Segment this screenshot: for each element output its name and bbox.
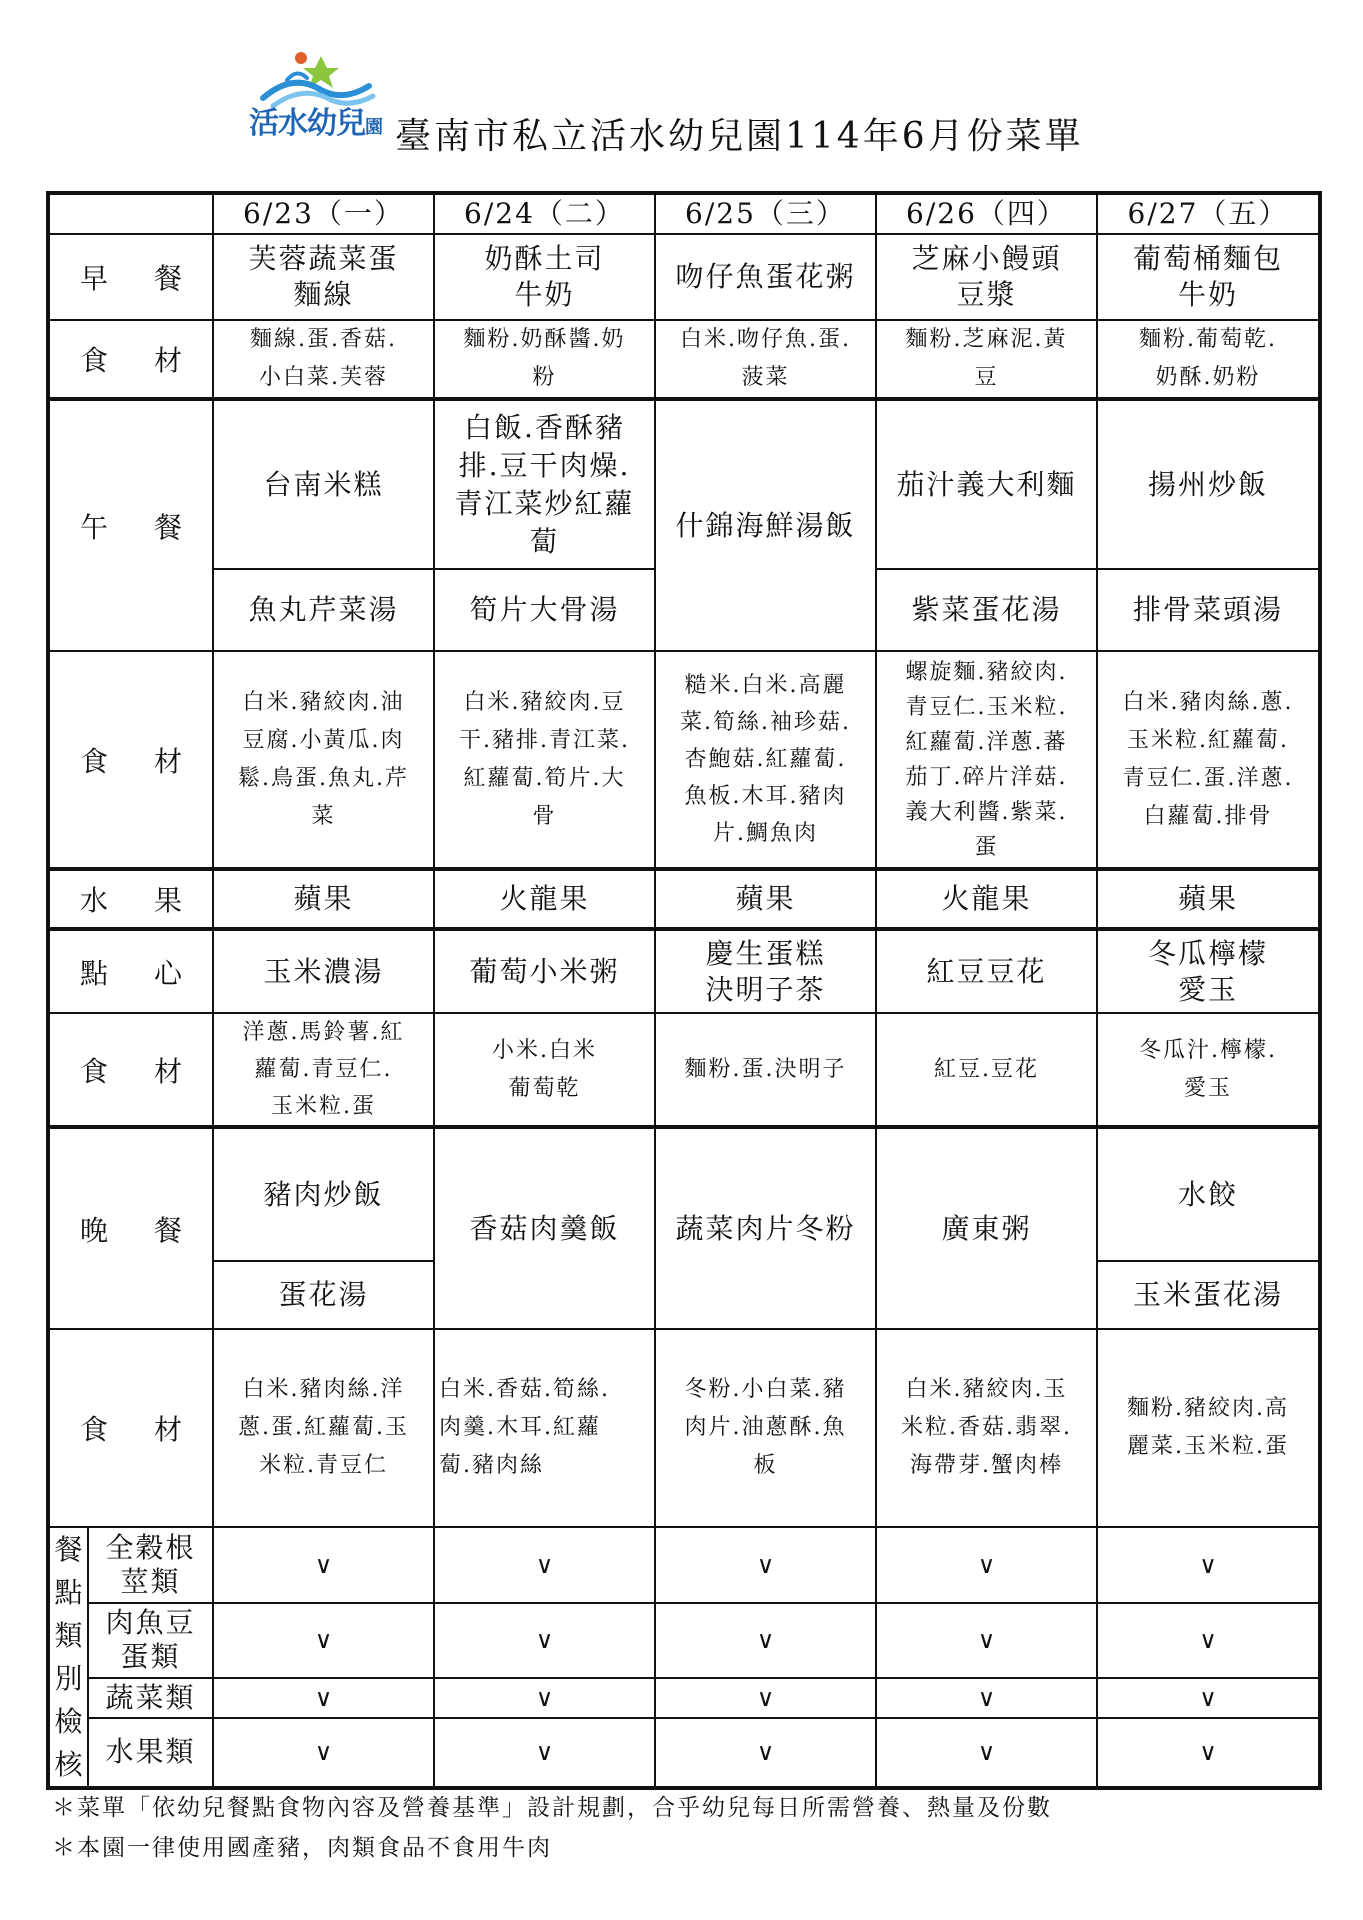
snack-ingredients: 麵粉.蛋.決明子: [655, 1013, 876, 1127]
check-mark: ∨: [655, 1678, 876, 1718]
footnote: ＊菜單「依幼兒餐點食物內容及營養基準」設計規劃，合乎幼兒每日所需營養、熱量及份數: [52, 1795, 1052, 1821]
breakfast-ingredients: 麵線.蛋.香菇. 小白菜.芙蓉: [213, 320, 434, 399]
dinner-ingredients-row: [48, 1329, 1320, 1527]
snack-item: 慶生蛋糕 決明子茶: [655, 929, 876, 1013]
label-lunch: 午 餐: [48, 399, 213, 651]
snack-item: 玉米濃湯: [213, 929, 434, 1013]
lunch-ingredients: 糙米.白米.高麗 菜.筍絲.袖珍菇. 杏鮑菇.紅蘿蔔. 魚板.木耳.豬肉 片.鯛魚肉: [655, 651, 876, 869]
check-mark: ∨: [876, 1718, 1097, 1788]
dinner-main: 香菇肉羹飯: [434, 1127, 655, 1329]
lunch-main: 台南米糕: [213, 399, 434, 569]
fruit-item: 蘋果: [655, 869, 876, 929]
corner-cell: [48, 193, 213, 234]
label-ingredients: 食 材: [48, 320, 213, 399]
dinner-main: 蔬菜肉片冬粉: [655, 1127, 876, 1329]
breakfast-dish: 芙蓉蔬菜蛋 麵線: [213, 234, 434, 320]
lunch-main: 白飯.香酥豬 排.豆干肉燥. 青江菜炒紅蘿 蔔: [434, 399, 655, 569]
lunch-ingredients-row: [48, 651, 1320, 869]
breakfast-ingredients-row: [48, 320, 1320, 399]
check-mark: ∨: [213, 1718, 434, 1788]
date-tue: 6/24（二）: [434, 193, 655, 234]
logo-text: 活水幼兒園: [249, 106, 382, 141]
fruit-item: 蘋果: [1097, 869, 1320, 929]
check-mark: ∨: [213, 1603, 434, 1677]
label-dinner: 晚 餐: [48, 1127, 213, 1329]
snack-item: 紅豆豆花: [876, 929, 1097, 1013]
dinner-main: 廣東粥: [876, 1127, 1097, 1329]
check-mark: ∨: [213, 1527, 434, 1603]
check-mark: ∨: [876, 1527, 1097, 1603]
lunch-ingredients: 白米.豬絞肉.油 豆腐.小黃瓜.肉 鬆.鳥蛋.魚丸.芹 菜: [213, 651, 434, 869]
dinner-ingredients: 白米.香菇.筍絲. 肉羹.木耳.紅蘿 蔔.豬肉絲: [434, 1329, 655, 1527]
dinner-main-row: [48, 1127, 1320, 1261]
check-mark: ∨: [434, 1678, 655, 1718]
weekly-menu-table: [46, 191, 1322, 1790]
lunch-main: 茄汁義大利麵: [876, 399, 1097, 569]
breakfast-dish: 吻仔魚蛋花粥: [655, 234, 876, 320]
snack-ingredients: 紅豆.豆花: [876, 1013, 1097, 1127]
snack-item: 冬瓜檸檬 愛玉: [1097, 929, 1320, 1013]
lunch-soup: 魚丸芹菜湯: [213, 569, 434, 651]
check-category: 肉魚豆蛋類: [88, 1603, 213, 1677]
label-ingredients: 食 材: [48, 1013, 213, 1127]
school-logo: [243, 50, 383, 145]
dinner-ingredients: 麵粉.豬絞肉.高 麗菜.玉米粒.蛋: [1097, 1329, 1320, 1527]
check-mark: ∨: [434, 1718, 655, 1788]
dinner-main: 水餃: [1097, 1127, 1320, 1261]
check-row: [48, 1678, 1320, 1718]
snack-ingredients: 洋蔥.馬鈴薯.紅 蘿蔔.青豆仁. 玉米粒.蛋: [213, 1013, 434, 1127]
snack-ingredients: 冬瓜汁.檸檬. 愛玉: [1097, 1013, 1320, 1127]
page-title: 臺南市私立活水幼兒園114年6月份菜單: [395, 116, 1084, 157]
check-mark: ∨: [434, 1603, 655, 1677]
lunch-soup: 排骨菜頭湯: [1097, 569, 1320, 651]
lunch-ingredients: 螺旋麵.豬絞肉. 青豆仁.玉米粒. 紅蘿蔔.洋蔥.蕃 茄丁.碎片洋菇. 義大利醬.紫菜. 蛋: [876, 651, 1097, 869]
check-mark: ∨: [655, 1718, 876, 1788]
label-fruit: 水 果: [48, 869, 213, 929]
dinner-ingredients: 冬粉.小白菜.豬 肉片.油蔥酥.魚 板: [655, 1329, 876, 1527]
breakfast-dish: 奶酥土司 牛奶: [434, 234, 655, 320]
check-row: [48, 1718, 1320, 1788]
breakfast-dish: 芝麻小饅頭 豆漿: [876, 234, 1097, 320]
dinner-main: 豬肉炒飯: [213, 1127, 434, 1261]
check-category: 蔬菜類: [88, 1678, 213, 1718]
label-snack: 點 心: [48, 929, 213, 1013]
breakfast-ingredients: 麵粉.芝麻泥.黃 豆: [876, 320, 1097, 399]
check-mark: ∨: [876, 1603, 1097, 1677]
snack-ingredients-row: [48, 1013, 1320, 1127]
fruit-item: 火龍果: [434, 869, 655, 929]
fruit-item: 蘋果: [213, 869, 434, 929]
breakfast-row: [48, 234, 1320, 320]
label-breakfast: 早 餐: [48, 234, 213, 320]
date-mon: 6/23（一）: [213, 193, 434, 234]
breakfast-ingredients: 麵粉.奶酥醬.奶 粉: [434, 320, 655, 399]
check-row: [48, 1527, 1320, 1603]
label-ingredients: 食 材: [48, 1329, 213, 1527]
dinner-soup: 玉米蛋花湯: [1097, 1261, 1320, 1329]
footnotes: [52, 1788, 1052, 1868]
check-mark: ∨: [655, 1603, 876, 1677]
breakfast-dish: 葡萄桶麵包 牛奶: [1097, 234, 1320, 320]
check-category: 全穀根莖類: [88, 1527, 213, 1603]
footnote: ＊本園一律使用國產豬，肉類食品不食用牛肉: [52, 1835, 552, 1861]
check-mark: ∨: [1097, 1527, 1320, 1603]
date-fri: 6/27（五）: [1097, 193, 1320, 234]
check-mark: ∨: [876, 1678, 1097, 1718]
date-header-row: [48, 193, 1320, 234]
breakfast-ingredients: 麵粉.葡萄乾. 奶酥.奶粉: [1097, 320, 1320, 399]
snack-row: [48, 929, 1320, 1013]
dinner-ingredients: 白米.豬絞肉.玉 米粒.香菇.翡翠. 海帶芽.蟹肉棒: [876, 1329, 1097, 1527]
lunch-main-row: [48, 399, 1320, 569]
label-check-vertical: 餐 點 類 別 檢 核: [48, 1527, 88, 1788]
lunch-main: 揚州炒飯: [1097, 399, 1320, 569]
snack-ingredients: 小米.白米 葡萄乾: [434, 1013, 655, 1127]
lunch-soup: 筍片大骨湯: [434, 569, 655, 651]
dinner-ingredients: 白米.豬肉絲.洋 蔥.蛋.紅蘿蔔.玉 米粒.青豆仁: [213, 1329, 434, 1527]
lunch-soup: 紫菜蛋花湯: [876, 569, 1097, 651]
date-wed: 6/25（三）: [655, 193, 876, 234]
label-ingredients: 食 材: [48, 651, 213, 869]
breakfast-ingredients: 白米.吻仔魚.蛋. 菠菜: [655, 320, 876, 399]
check-row: [48, 1603, 1320, 1677]
check-mark: ∨: [655, 1527, 876, 1603]
date-thu: 6/26（四）: [876, 193, 1097, 234]
check-mark: ∨: [434, 1527, 655, 1603]
check-mark: ∨: [1097, 1678, 1320, 1718]
fruit-row: [48, 869, 1320, 929]
check-mark: ∨: [1097, 1718, 1320, 1788]
lunch-ingredients: 白米.豬肉絲.蔥. 玉米粒.紅蘿蔔. 青豆仁.蛋.洋蔥. 白蘿蔔.排骨: [1097, 651, 1320, 869]
snack-item: 葡萄小米粥: [434, 929, 655, 1013]
lunch-ingredients: 白米.豬絞肉.豆 干.豬排.青江菜. 紅蘿蔔.筍片.大 骨: [434, 651, 655, 869]
dinner-soup: 蛋花湯: [213, 1261, 434, 1329]
lunch-main: 什錦海鮮湯飯: [655, 399, 876, 651]
check-mark: ∨: [1097, 1603, 1320, 1677]
check-mark: ∨: [213, 1678, 434, 1718]
fruit-item: 火龍果: [876, 869, 1097, 929]
check-category: 水果類: [88, 1718, 213, 1788]
